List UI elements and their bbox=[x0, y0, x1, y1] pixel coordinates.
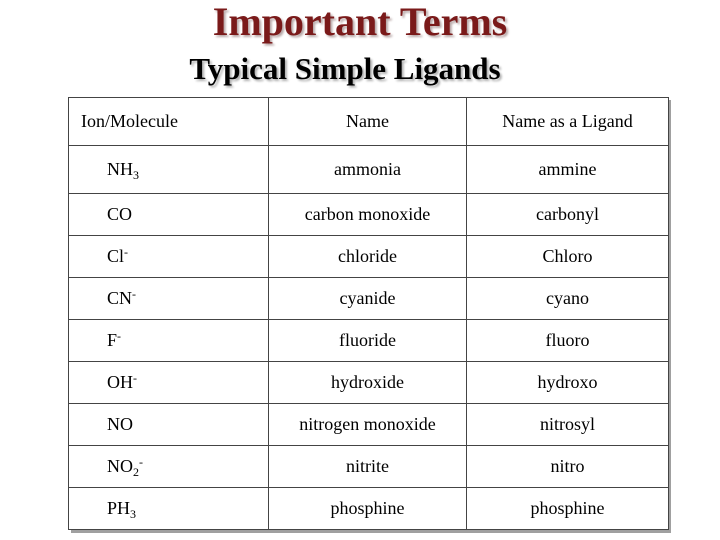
compound-name-cell: cyanide bbox=[269, 278, 467, 320]
formula-charge: - bbox=[124, 245, 129, 259]
ion-formula-cell bbox=[69, 146, 269, 194]
formula-base: CO bbox=[107, 204, 133, 224]
compound-name-cell: chloride bbox=[269, 236, 467, 278]
formula-base: Cl bbox=[107, 246, 125, 266]
table-row bbox=[69, 278, 669, 320]
ligand-name-cell: hydroxo bbox=[467, 362, 669, 404]
compound-name-cell: carbon monoxide bbox=[269, 194, 467, 236]
formula-subscript: 2 bbox=[133, 465, 139, 479]
ion-formula-cell bbox=[69, 194, 269, 236]
formula-base: NO bbox=[107, 414, 133, 434]
compound-name-cell: ammonia bbox=[269, 146, 467, 194]
table-row bbox=[69, 362, 669, 404]
compound-name-cell: nitrogen monoxide bbox=[269, 404, 467, 446]
formula-base: NH bbox=[107, 159, 133, 179]
table-row bbox=[69, 404, 669, 446]
ion-formula-cell bbox=[69, 278, 269, 320]
ion-formula-cell bbox=[69, 404, 269, 446]
ion-formula-cell bbox=[69, 446, 269, 488]
ligands-table-container bbox=[68, 97, 668, 530]
compound-name-cell: nitrite bbox=[269, 446, 467, 488]
formula-charge: - bbox=[133, 371, 137, 385]
formula-base: F bbox=[107, 330, 118, 350]
formula-base: NO bbox=[107, 456, 133, 476]
ligand-name-cell: phosphine bbox=[467, 488, 669, 530]
formula-subscript: 3 bbox=[130, 507, 137, 521]
formula-subscript: 3 bbox=[133, 168, 139, 182]
compound-name-cell: fluoride bbox=[269, 320, 467, 362]
header-ligand-name: Name as a Ligand bbox=[467, 98, 669, 146]
formula-base: PH bbox=[107, 498, 131, 518]
ligand-name-cell: cyano bbox=[467, 278, 669, 320]
formula-charge: - bbox=[132, 287, 137, 301]
table-body bbox=[69, 146, 669, 530]
formula-base: OH bbox=[107, 372, 133, 392]
ion-formula-cell bbox=[69, 236, 269, 278]
formula-charge: - bbox=[117, 329, 122, 343]
table-row bbox=[69, 236, 669, 278]
ligand-name-cell: ammine bbox=[467, 146, 669, 194]
table-row bbox=[69, 488, 669, 530]
ligand-name-cell: fluoro bbox=[467, 320, 669, 362]
page-subtitle: Typical Simple Ligands bbox=[189, 51, 501, 86]
ion-formula-cell bbox=[69, 362, 269, 404]
table-row bbox=[69, 320, 669, 362]
ligand-name-cell: nitrosyl bbox=[467, 404, 669, 446]
ion-formula-cell bbox=[69, 320, 269, 362]
table-row bbox=[69, 194, 669, 236]
formula-base: CN bbox=[107, 288, 133, 308]
header-ion-molecule: Ion/Molecule bbox=[69, 98, 269, 146]
ligand-name-cell: Chloro bbox=[467, 236, 669, 278]
compound-name-cell: phosphine bbox=[269, 488, 467, 530]
formula-charge: - bbox=[139, 455, 143, 469]
header-name: Name bbox=[269, 98, 467, 146]
ligand-name-cell: carbonyl bbox=[467, 194, 669, 236]
ligand-name-cell: nitro bbox=[467, 446, 669, 488]
table-header-row bbox=[69, 98, 669, 146]
table-row bbox=[69, 446, 669, 488]
compound-name-cell: hydroxide bbox=[269, 362, 467, 404]
table-row bbox=[69, 146, 669, 194]
ion-formula-cell bbox=[69, 488, 269, 530]
page-title: Important Terms bbox=[212, 0, 508, 44]
ligands-table bbox=[68, 97, 669, 530]
